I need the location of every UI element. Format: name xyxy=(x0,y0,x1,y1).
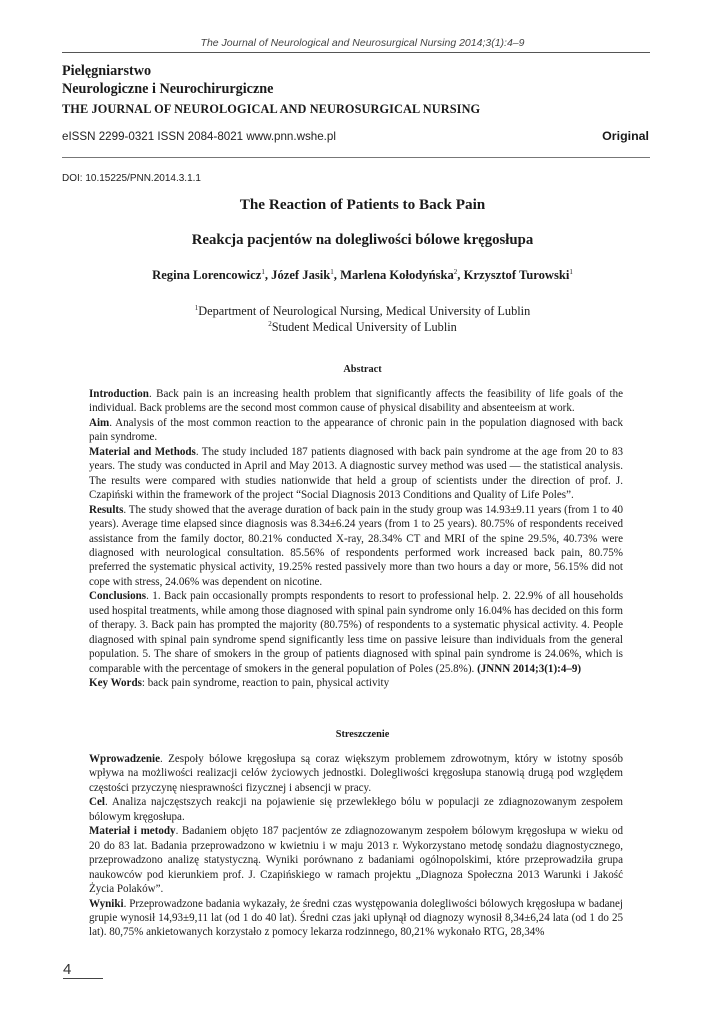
abstract-aim xyxy=(89,416,623,445)
streszczenie-metody xyxy=(89,824,623,896)
streszczenie-cel xyxy=(89,795,623,824)
issn-divider xyxy=(62,157,650,158)
streszczenie-heading: Streszczenie xyxy=(335,729,390,740)
keywords-text: : back pain syndrome, reaction to pain, physical activity xyxy=(141,677,390,690)
abstract-methods xyxy=(89,445,623,503)
author-name: Marlena Kołodyńska xyxy=(340,268,454,282)
keywords-label: Key Words xyxy=(89,677,142,690)
author-name: Józef Jasik xyxy=(271,268,331,282)
results-text: . The study showed that the average duration of back pain in the study group was 14.93±9.11 years (from 1 to 40 years). Average time elapsed since diagnosis was 8.34±6.24 years (from 1 to 25 years). 80.75% of respondents received assistance from the family doctor, 80.21% conducted X-ray, 28.34% CT and MRI of the spine 29.5%, 40.73% were diagnosed with neurological consultation. 85.56% of respondents performed work increased back pain, 80.75% preferred the systematic physical activity, 19.25% rested passively more than two hours a day or more, 56.15% did not cope with stress, 24.06% was dependent on nicotine. xyxy=(89,503,623,588)
streszczenie-body xyxy=(89,752,623,940)
affiliation-text: Student Medical University of Lublin xyxy=(271,320,457,334)
wprowadzenie-label: Wprowadzenie xyxy=(89,753,160,765)
abstract-conclusions xyxy=(89,589,623,676)
journal-name-en: THE JOURNAL OF NEUROLOGICAL AND NEUROSURGICAL NURSING xyxy=(62,102,481,116)
metody-label: Materiał i metody xyxy=(89,825,176,838)
affiliation-number: 1 xyxy=(194,303,199,312)
affiliation-2 xyxy=(0,320,725,335)
wyniki-text: . Przeprowadzone badania wykazały, że średni czas występowania dolegliwości bólowych kręgosłupa w badanej grupie wynosił 14,93±9,11 lat (od 1 do 40 lat). Średni czas jaki upłynął od diagnozy wynosił 8,34±6,24 lata (od 1 do 25 lat). 80,75% ankietowanych korzystało z pomocy lekarza rodzinnego, 80,21% wykonało RTG, 28,34% xyxy=(89,897,623,939)
conclusions-label: Conclusions xyxy=(89,590,147,603)
methods-label: Material and Methods xyxy=(89,445,196,458)
doi-link[interactable]: DOI: 10.15225/PNN.2014.3.1.1 xyxy=(62,173,201,184)
author-affiliation-mark: 1 xyxy=(569,267,573,276)
journal-name-pl-line1: Pielęgniarstwo xyxy=(62,63,152,79)
introduction-text: . Back pain is an increasing health problem that significantly affects the feasibility of life goals of the individual. Back problems are the second most common cause of physical disability and absenteeism at work. xyxy=(89,388,623,415)
streszczenie-wyniki xyxy=(89,897,623,940)
author-affiliation-mark: 1 xyxy=(330,267,334,276)
author-list: Regina Lorencowicz$^1$, Józef Jasik$^1$, Marlena Kołodyńska$^2$, Krzysztof Turowski$^1$ xyxy=(152,267,573,282)
affiliation-text: Department of Neurological Nursing, Medical University of Lublin xyxy=(198,304,531,318)
introduction-label: Introduction xyxy=(89,388,149,400)
author-affiliation-mark: 1 xyxy=(261,267,265,276)
page-number: 4 xyxy=(63,961,72,978)
results-label: Results xyxy=(89,503,124,516)
article-type-label: Original xyxy=(602,129,649,143)
page-number-underline xyxy=(63,978,103,979)
wyniki-label: Wyniki xyxy=(89,897,124,910)
affiliation-number: 2 xyxy=(268,319,272,328)
author-affiliation-mark: 2 xyxy=(453,267,458,276)
article-title-en: The Reaction of Patients to Back Pain xyxy=(239,196,486,213)
aim-text: . Analysis of the most common reaction to the appearance of chronic pain in the population diagnosed with back pain syndrome. xyxy=(89,416,623,444)
author-name: Regina Lorencowicz xyxy=(152,268,262,282)
methods-text: . The study included 187 patients diagnosed with back pain syndrome at the age from 20 to 83 years. The study was conducted in April and May 2013. A diagnostic survey method was used — the statistical analysis. The results were compared with studies nationwide that held a group of scientists under the direction of prof. J. Czapiński within the framework of the project “Social Diagnosis 2013 Conditions and Quality of Life Poles”. xyxy=(89,445,623,502)
cel-label: Cel xyxy=(89,796,105,809)
running-head: The Journal of Neurological and Neurosurgical Nursing 2014;3(1):4–9 xyxy=(200,37,525,49)
header-divider xyxy=(62,52,650,53)
abstract-keywords xyxy=(89,676,623,690)
metody-text: . Badaniem objęto 187 pacjentów ze zdiagnozowanym zespołem bólowym kręgosłupa w wieku od 20 do 83 lat. Badania przeprowadzono w kwietniu i w maju 2013 r. Wykorzystano metodę sondażu diagnostycznego, przeprowadzono analizę statystyczną. Wyniki porównano z badaniami ogólnopolskimi, które przeprowadziła grupa naukowców pod kierunkiem prof. J. Czapińskiego w ramach projektu „Diagnoza Społeczna 2013 Warunki i Jakość Życia Polaków”. xyxy=(89,825,623,896)
issn-line: eISSN 2299-0321 ISSN 2084-8021 www.pnn.wshe.pl xyxy=(62,130,336,143)
conclusions-text: . 1. Back pain occasionally prompts respondents to resort to professional help. 2. 22.9% of all households used hospital treatments, while among those diagnosed with spinal pain syndrome only 16.04% has decided on this form of therapy. 3. Back pain has prompted the majority (80.75%) of respondents to a systematic physical activity. 4. People diagnosed with spinal pain syndrome spend significantly less time on passive leisure than individuals from the general population. 5. The share of smokers in the group of patients diagnosed with spinal pain syndrome is 24.06%, which is comparable with the percentage of smokers in the general population of Poles (25.8%). xyxy=(89,590,623,675)
aim-label: Aim xyxy=(89,416,110,429)
citation: (JNNN 2014;3(1):4–9) xyxy=(477,662,582,675)
wprowadzenie-text: . Zespoły bólowe kręgosłupa są coraz większym problemem zdrowotnym, który w istotny sposób wpływa na możliwości realizacji celów życiowych jednostki. Dolegliwości kręgosłupa stanowią drugą pod względem częstości przyczynę niesprawności fizycznej i absencji w pracy. xyxy=(89,753,623,794)
cel-text: . Analiza najczęstszych reakcji na pojawienie się przewlekłego bólu w populacji ze zdiagnozowanym zespołem bólowym kręgosłupa. xyxy=(89,796,623,823)
abstract-body xyxy=(89,387,623,691)
author-name: Krzysztof Turowski xyxy=(463,268,570,282)
abstract-heading: Abstract xyxy=(343,364,382,375)
affiliation-1 xyxy=(0,304,725,319)
article-title-pl: Reakcja pacjentów na dolegliwości bólowe kręgosłupa xyxy=(191,232,534,248)
journal-name-pl-line2: Neurologiczne i Neurochirurgiczne xyxy=(62,81,274,97)
journal-name-pl xyxy=(62,62,462,98)
abstract-introduction xyxy=(89,387,623,416)
abstract-results xyxy=(89,503,623,590)
streszczenie-wprowadzenie xyxy=(89,752,623,795)
